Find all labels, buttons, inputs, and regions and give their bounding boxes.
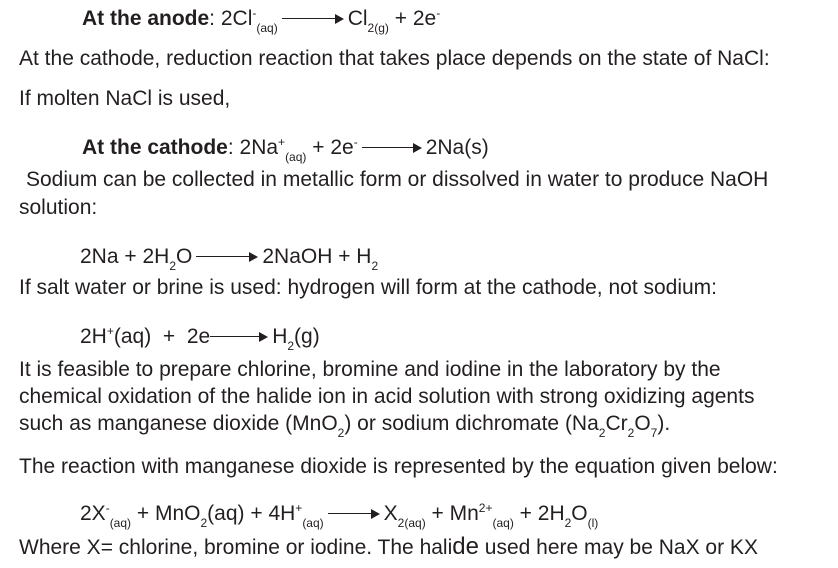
equation-cathode: At the cathode: $2Na^+_{(aq)} + 2e^-$ 2Na(s) (82, 135, 489, 164)
reaction-arrow (282, 14, 344, 24)
paragraph-feasible-line1: It is feasible to prepare chlorine, bromine and iodine in the laboratory by the (19, 358, 721, 381)
paragraph-molten: If molten NaCl is used, (19, 87, 231, 110)
reaction-arrow (196, 252, 258, 262)
reaction-arrow (328, 509, 380, 519)
paragraph-brine: If salt water or brine is used: hydrogen will form at the cathode, not sodium: (19, 276, 718, 299)
equation-naoh: $2Na + 2H_2O$ 2NaOH + $H_2$ (80, 245, 379, 273)
equation-halide: $2X^-_{(aq)} + MnO_2(aq) + 4H^+_{(aq)}$ $X_{2(aq)} + Mn^{2+}_{(aq)} + 2H_2O_{(l)}$ (80, 501, 599, 530)
paragraph-where: Where X= chlorine, bromine or iodine. The halide used here may be NaX or KX (19, 533, 758, 560)
reaction-arrow (210, 332, 268, 342)
paragraph-feasible-line2: chemical oxidation of the halide ion in acid solution with strong oxidizing agents (19, 385, 755, 408)
equation-label: At the anode (82, 7, 210, 30)
paragraph-sodium-line1: Sodium can be collected in metallic form or dissolved in water to produce NaOH (26, 168, 769, 191)
reaction-arrow (362, 143, 422, 153)
paragraph-reaction: The reaction with manganese dioxide is represented by the equation given below: (19, 455, 778, 478)
paragraph-cathode-intro: At the cathode, reduction reaction that takes place depends on the state of NaCl: (19, 47, 770, 70)
equation-anode: At the anode: $2Cl^-_{(aq)}$ $Cl_{2(g)} + 2e^-$ (82, 6, 441, 35)
paragraph-feasible-line3: such as manganese dioxide (MnO$_2$) or sodium dichromate $(Na_2Cr_2O_7)$. (19, 412, 671, 440)
equation-label: At the cathode (82, 136, 228, 159)
paragraph-sodium-line2: solution: (19, 196, 98, 219)
equation-hydrogen: 2H+(aq) + 2e $H_2(g)$ (80, 324, 320, 353)
